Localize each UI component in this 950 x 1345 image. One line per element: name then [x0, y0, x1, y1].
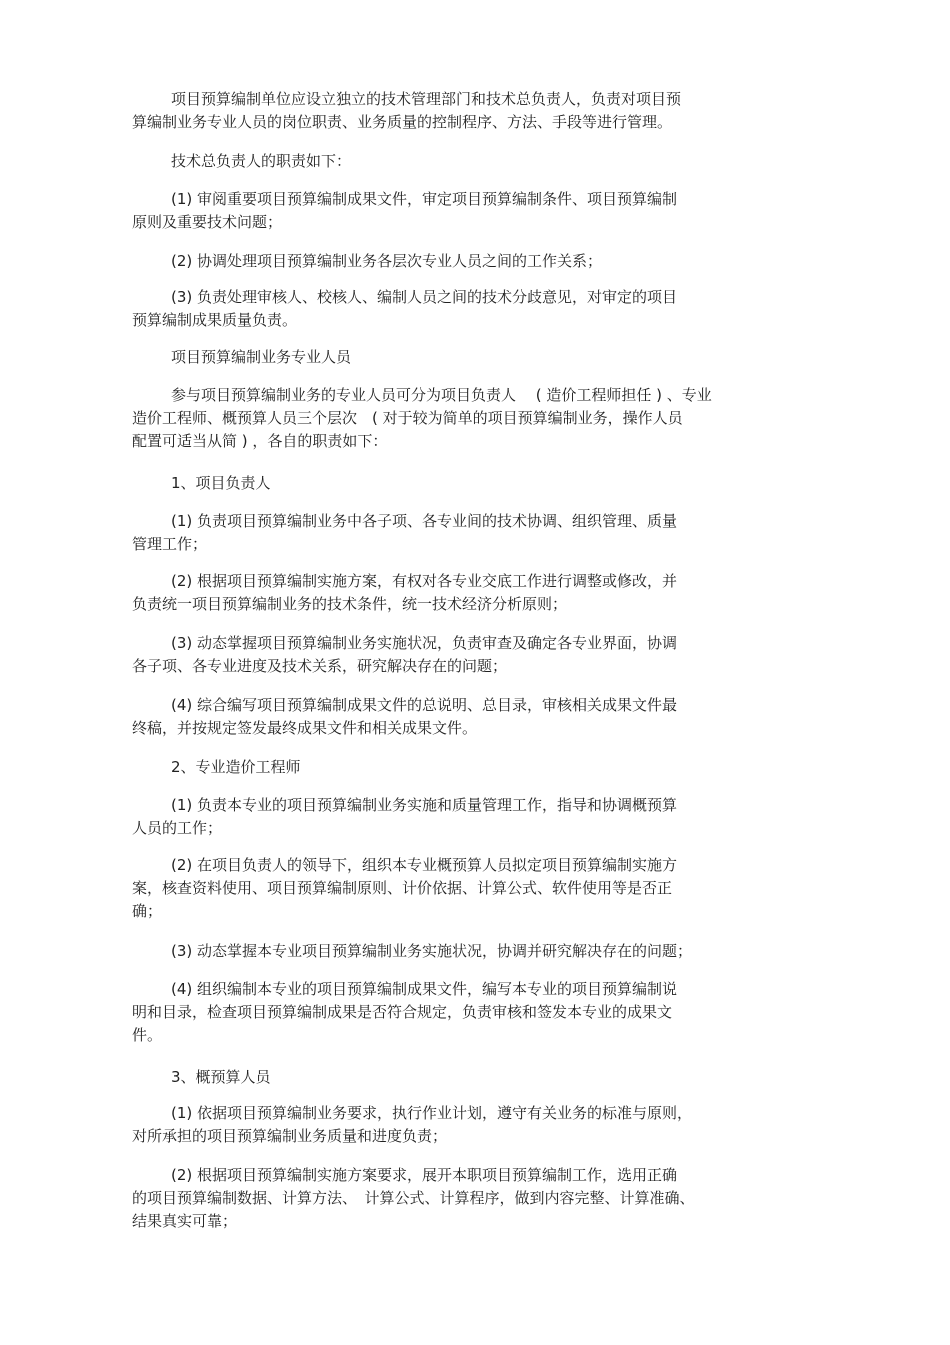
text-line: (1) 负责项目预算编制业务中各子项、各专业间的技术协调、组织管理、质量: [171, 512, 678, 530]
text-line: 各子项、各专业进度及技术关系，研究解决存在的问题；: [132, 657, 508, 675]
paragraph-item: [132, 188, 832, 234]
text-line: 人员的工作；: [132, 819, 223, 837]
text-line: (2) 在项目负责人的领导下，组织本专业概预算人员拟定项目预算编制实施方: [171, 856, 678, 874]
text-line: 明和目录，检查项目预算编制成果是否符合规定，负责审核和签发本专业的成果文: [132, 1003, 673, 1021]
paragraph-heading-chief: [132, 150, 832, 173]
text-line: 终稿，并按规定签发最终成果文件和相关成果文件。: [132, 719, 478, 737]
text-line: 管理工作；: [132, 535, 208, 553]
text-line: 造价工程师、概预算人员三个层次 ( 对于较为简单的项目预算编制业务，操作人员: [132, 409, 683, 427]
text-line: 2、专业造价工程师: [171, 758, 301, 776]
text-line: 确；: [132, 902, 163, 920]
text-line: (3) 负责处理审核人、校核人、编制人员之间的技术分歧意见，对审定的项目: [171, 288, 678, 306]
paragraph-item: [132, 632, 832, 678]
text-line: 1、项目负责人: [171, 474, 271, 492]
paragraph-item: [132, 1102, 832, 1148]
paragraph-item: [132, 794, 832, 840]
text-line: 配置可适当从简 ) ，各自的职责如下：: [132, 432, 388, 450]
paragraph-item: [132, 570, 832, 616]
text-line: 件。: [132, 1026, 163, 1044]
text-line: 3、概预算人员: [171, 1068, 271, 1086]
text-line: 技术总负责人的职责如下：: [171, 152, 352, 170]
text-line: (4) 组织编制本专业的项目预算编制成果文件，编写本专业的项目预算编制说: [171, 980, 678, 998]
text-line: (3) 动态掌握本专业项目预算编制业务实施状况，协调并研究解决存在的问题；: [171, 942, 693, 960]
section-heading: [132, 756, 832, 779]
text-line: 案，核查资料使用、项目预算编制原则、计价依据、计算公式、软件使用等是否正: [132, 879, 673, 897]
paragraph-item: [132, 1164, 832, 1233]
text-line: (1) 负责本专业的项目预算编制业务实施和质量管理工作，指导和协调概预算: [171, 796, 678, 814]
paragraph-item: [132, 978, 832, 1047]
paragraph-item: [132, 510, 832, 556]
text-line: 项目预算编制业务专业人员: [171, 348, 352, 366]
text-line: (2) 根据项目预算编制实施方案要求，展开本职项目预算编制工作，选用正确: [171, 1166, 678, 1184]
text-line: 预算编制成果质量负责。: [132, 311, 298, 329]
text-line: 结果真实可靠；: [132, 1212, 238, 1230]
text-line: (1) 审阅重要项目预算编制成果文件，审定项目预算编制条件、项目预算编制: [171, 190, 678, 208]
section-heading: [132, 1066, 832, 1089]
text-line: 对所承担的项目预算编制业务质量和进度负责；: [132, 1127, 448, 1145]
paragraph-item: [132, 694, 832, 740]
text-line: (4) 综合编写项目预算编制成果文件的总说明、总目录，审核相关成果文件最: [171, 696, 678, 714]
paragraph-item: [132, 940, 832, 963]
text-line: 负责统一项目预算编制业务的技术条件，统一技术经济分析原则；: [132, 595, 568, 613]
text-line: 的项目预算编制数据、计算方法、 计算公式、计算程序，做到内容完整、计算准确、: [132, 1189, 695, 1207]
paragraph-item: [132, 250, 832, 273]
paragraph-heading-staff: [132, 346, 832, 369]
text-line: (3) 动态掌握项目预算编制业务实施状况，负责审查及确定各专业界面，协调: [171, 634, 678, 652]
text-line: 原则及重要技术问题；: [132, 213, 283, 231]
text-line: 参与项目预算编制业务的专业人员可分为项目负责人 ( 造价工程师担任 ) 、专业: [171, 386, 712, 404]
text-line: (2) 协调处理项目预算编制业务各层次专业人员之间的工作关系；: [171, 252, 603, 270]
text-line: 项目预算编制单位应设立独立的技术管理部门和技术总负责人，负责对项目预: [171, 90, 682, 108]
paragraph-item: [132, 286, 832, 332]
paragraph-item: [132, 854, 832, 923]
paragraph-intro: [132, 88, 832, 134]
section-heading: [132, 472, 832, 495]
text-line: (2) 根据项目预算编制实施方案，有权对各专业交底工作进行调整或修改，并: [171, 572, 678, 590]
text-line: 算编制业务专业人员的岗位职责、业务质量的控制程序、方法、手段等进行管理。: [132, 113, 673, 131]
paragraph-staff-intro: [132, 384, 832, 453]
text-line: (1) 依据项目预算编制业务要求，执行作业计划，遵守有关业务的标准与原则，: [171, 1104, 693, 1122]
